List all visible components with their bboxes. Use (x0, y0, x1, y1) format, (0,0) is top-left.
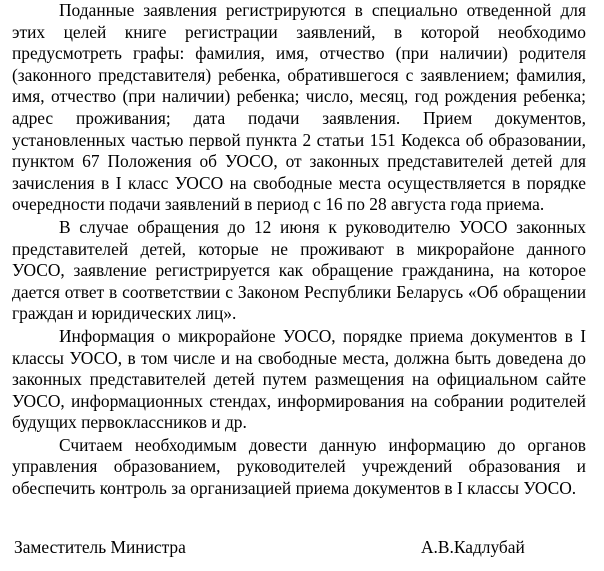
paragraph-registration: Поданные заявления регистрируются в специально отведенной для этих целей книге регистрации заявлений, в которой необходимо предусмотреть графы: фамилия, имя, отчество (при наличии) родителя (законного представителя) ребенка, обратившегося с заявлением; фамилия, имя, отчество (при наличии) ребенка; число, месяц, год рождения ребенка; адрес проживания; дата подачи заявления. Прием документов, установленных частью первой пункта 2 статьи 151 Кодекса об образовании, пунктом 67 Положения об УОСО, от законных представителей детей для зачисления в I класс УОСО на свободные места осуществляется в порядке очередности подачи заявлений в период с 16 по 28 августа года приема. (12, 0, 586, 215)
document-body (12, 0, 586, 500)
signatory-name: А.В.Кадлубай (421, 537, 525, 557)
paragraph-request: Считаем необходимым довести данную информацию до органов управления образованием, руководителей учреждений образования и обеспечить контроль за организацией приема документов в I классы УОСО. (12, 434, 586, 499)
paragraph-early-application: В случае обращения до 12 июня к руководителю УОСО законных представителей детей, которые не проживают в микрорайоне данного УОСО, заявление регистрируется как обращение гражданина, на которое дается ответ в соответствии с Законом Республики Беларусь «Об обращении граждан и юридических лиц». (12, 216, 586, 324)
signatory-position: Заместитель Министра (14, 537, 186, 557)
signature-block (14, 536, 588, 560)
paragraph-information: Информация о микрорайоне УОСО, порядке приема документов в I классы УОСО, в том числе и на свободные места, должна быть доведена до законных представителей детей путем размещения на официальном сайте УОСО, информационных стендах, информирования на собрании родителей будущих первоклассников и др. (12, 325, 586, 433)
